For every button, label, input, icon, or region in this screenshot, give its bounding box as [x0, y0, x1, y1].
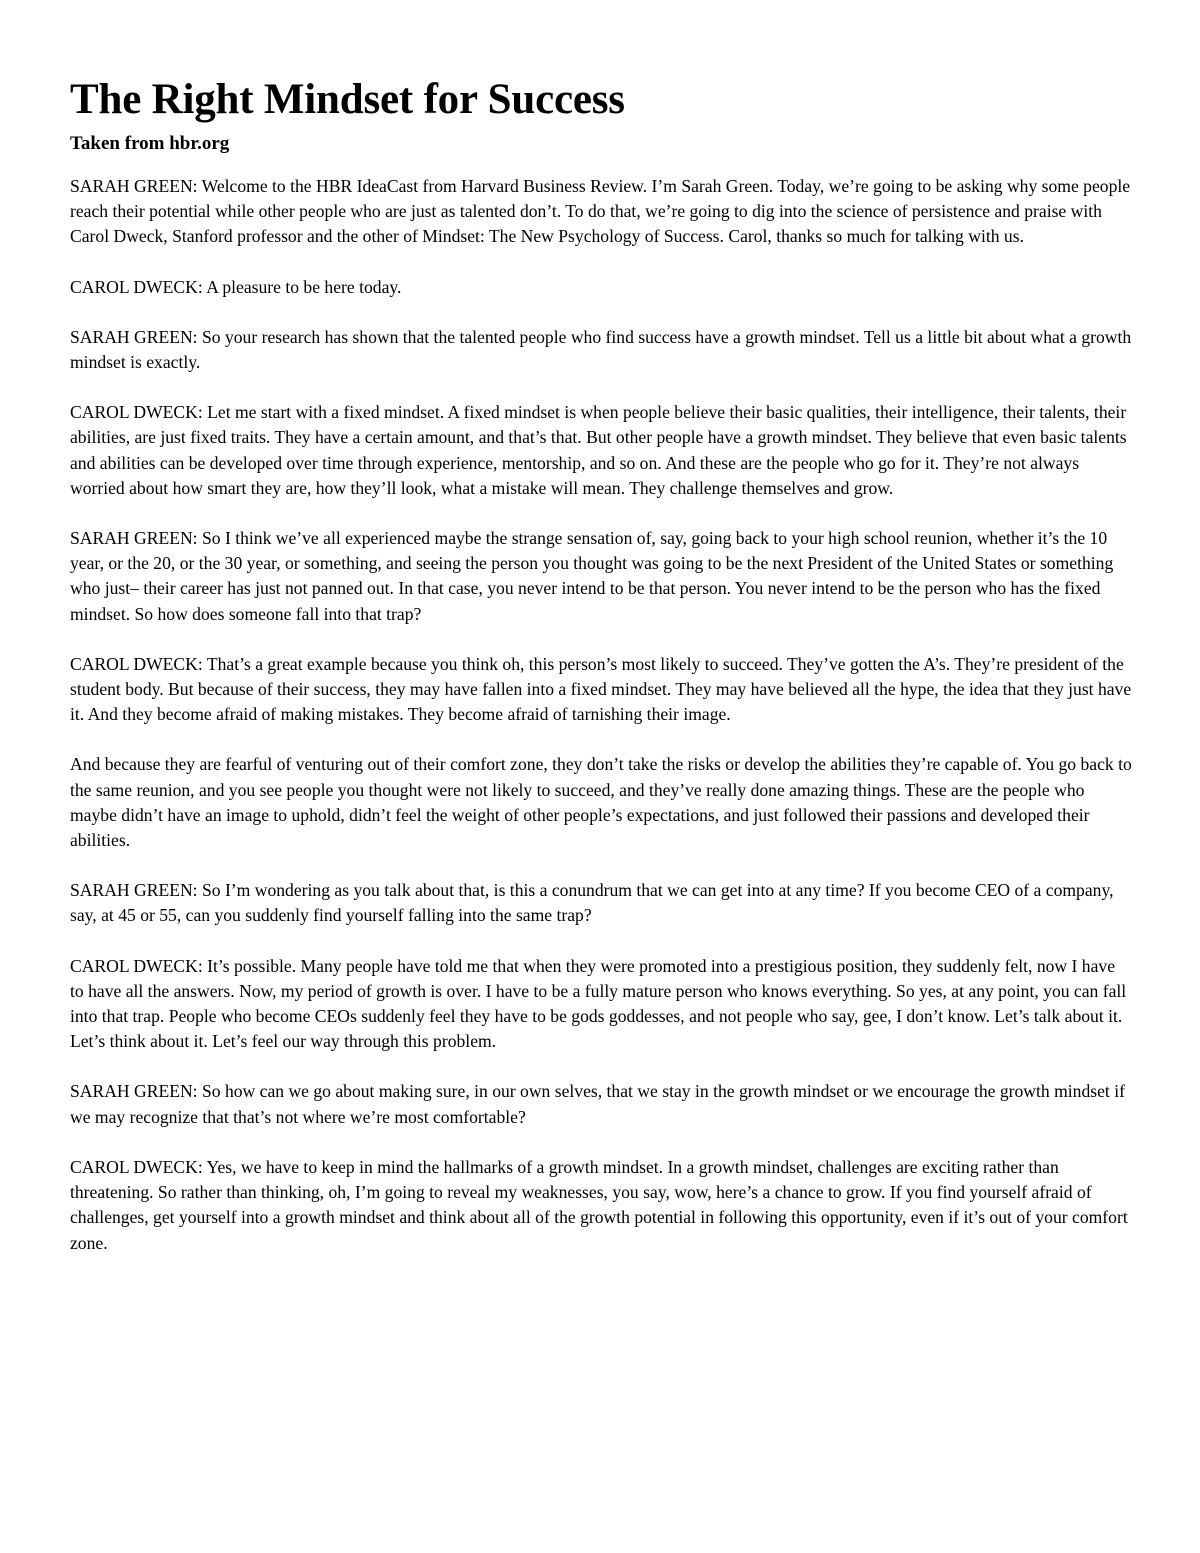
document-title: The Right Mindset for Success [70, 76, 625, 123]
paragraph: SARAH GREEN: So I think we’ve all experienced maybe the strange sensation of, say, going back to your high school reunion, whether it’s the 10 year, or the 20, or the 30 year, or something, and seeing the person you thought was going to be the next President of the United States or something who just– their career has just not panned out. In that case, you never intend to be that person. You never intend to be the person who has the fixed mindset. So how does someone fall into that trap? [70, 528, 1114, 624]
paragraph: CAROL DWECK: That’s a great example because you think oh, this person’s most likely to succeed. They’ve gotten the A’s. They’re president of the student body. But because of their success, they may have fallen into a fixed mindset. They may have believed all the hype, the idea that they just have it. And they become afraid of making mistakes. They become afraid of tarnishing their image. [70, 653, 1132, 725]
paragraph: SARAH GREEN: Welcome to the HBR IdeaCast from Harvard Business Review. I’m Sarah Green. Today, we’re going to be asking why some people reach their potential while other people who are just as talented don’t. To do that, we’re going to dig into the science of persistence and praise with Carol Dweck, Stanford professor and the other of Mindset: The New Psychology of Success. Carol, thanks so much for talking with us. [70, 176, 1131, 247]
paragraph: And because they are fearful of venturing out of their comfort zone, they don’t take the risks or develop the abilities they’re capable of. You go back to the same reunion, and you see people you thought were not likely to succeed, and they’ve really done amazing things. These are the people who maybe didn’t have an image to uphold, didn’t feel the weight of other people’s expectations, and just followed their passions and developed their abilities. [70, 754, 1132, 851]
paragraph: CAROL DWECK: Let me start with a fixed mindset. A fixed mindset is when people believe their basic qualities, their intelligence, their talents, their abilities, are just fixed traits. They have a certain amount, and that’s that. But other people have a growth mindset. They believe that even basic talents and abilities can be developed over time through experience, mentorship, and so on. And these are the people who go for it. They’re not always worried about how smart they are, how they’ll look, what a mistake will mean. They challenge themselves and grow. [70, 402, 1127, 498]
document-page [70, 74, 1132, 1281]
paragraph: CAROL DWECK: Yes, we have to keep in mind the hallmarks of a growth mindset. In a growth mindset, challenges are exciting rather than threatening. So rather than thinking, oh, I’m going to reveal my weaknesses, you say, wow, here’s a chance to grow. If you find yourself afraid of challenges, get yourself into a growth mindset and think about all of the growth potential in following this opportunity, even if it’s out of your comfort zone. [70, 1156, 1128, 1253]
paragraph: SARAH GREEN: So how can we go about making sure, in our own selves, that we stay in the growth mindset or we encourage the growth mindset if we may recognize that that’s not where we’re most comfortable? [70, 1081, 1125, 1127]
paragraph: SARAH GREEN: So I’m wondering as you talk about that, is this a conundrum that we can get into at any time? If you become CEO of a company, say, at 45 or 55, can you suddenly find yourself falling into the same trap? [70, 880, 1114, 926]
paragraph: CAROL DWECK: It’s possible. Many people have told me that when they were promoted into a prestigious position, they suddenly felt, now I have to have all the answers. Now, my period of growth is over. I have to be a fully mature person who knows everything. So yes, at any point, you can fall into that trap. People who become CEOs suddenly feel they have to be gods goddesses, and not people who say, gee, I don’t know. Let’s talk about it. Let’s think about it. Let’s feel our way through this problem. [70, 955, 1127, 1052]
document-subtitle: Taken from hbr.org [70, 133, 230, 154]
paragraph: CAROL DWECK: A pleasure to be here today. [70, 276, 402, 297]
paragraph: SARAH GREEN: So your research has shown that the talented people who find success have a growth mindset. Tell us a little bit about what a growth mindset is exactly. [70, 326, 1132, 373]
